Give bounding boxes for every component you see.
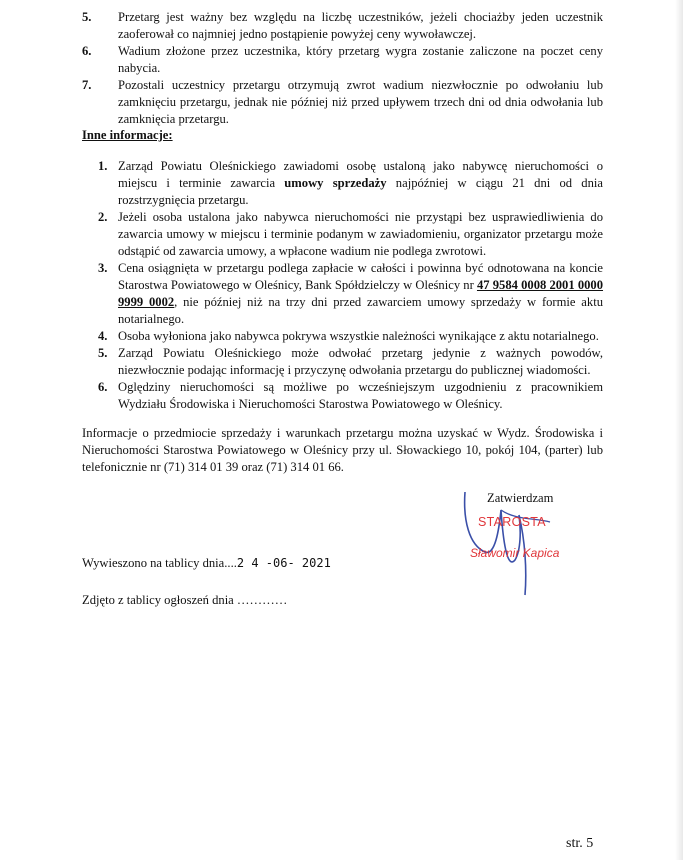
- item-number: 4.: [98, 329, 108, 343]
- list-item: [98, 328, 603, 345]
- removed-date-line: Zdjęto z tablicy ogłoszeń dnia …………: [82, 593, 288, 607]
- item-text: Zarząd Powiatu Oleśnickiego zawiadomi osobę ustaloną jako nabywcę nieruchomości o miejscu i terminie zawarcia: [118, 159, 603, 190]
- page-edge: [675, 0, 683, 860]
- list-item: [82, 77, 603, 128]
- item-number: 1.: [98, 159, 108, 173]
- item-text: Cena osiągnięta w przetargu podlega zapłacie w całości i powinna być odnotowana na koncie Starostwa Powiatowego w Oleśnicy, Bank Spółdzielczy w Oleśnicy nr: [118, 261, 603, 292]
- posted-date-line: [82, 555, 331, 572]
- contact-info: Informacje o przedmiocie sprzedaży i warunkach przetargu można uzyskać w Wydz. Środowiska i Nieruchomości Starostwa Powiatowego w Oleśnicy przy ul. Słowackiego 10, pokój 104, (parter) lub telefonicznie nr (71) 314 01 39 oraz (71) 314 01 66.: [82, 426, 603, 474]
- item-text: Jeżeli osoba ustalona jako nabywca nieruchomości nie przystąpi bez usprawiedliwienia do zawarcia umowy w miejscu i terminie podanym w zawiadomieniu, organizator przetargu może odstąpić od zawarcia umowy, a wpłacone wadium nie podlega zwrotowi.: [118, 210, 603, 258]
- item-number: 2.: [98, 210, 108, 224]
- other-info-heading: Inne informacje:: [82, 128, 173, 142]
- item-number: 7.: [82, 78, 92, 92]
- bank-account-number: 47 9584 0008 2001 0000 9999 0002: [118, 278, 604, 309]
- conditions-list: [82, 9, 603, 128]
- list-item: [98, 209, 603, 260]
- item-text: najpóźniej w ciągu 21 dni od dnia rozstrzygnięcia przetargu.: [118, 176, 603, 207]
- list-item: [82, 9, 603, 43]
- list-item: [98, 345, 603, 379]
- list-item: [98, 260, 603, 328]
- item-text: Pozostali uczestnicy przetargu otrzymują zwrot wadium niezwłocznie po odwołaniu lub zamknięciu przetargu, jednak nie później niż przed upływem trzech dni od dnia odwołania lub zamknięcia przetargu.: [118, 78, 603, 126]
- approval-label: Zatwierdzam: [487, 491, 554, 505]
- item-text: Przetarg jest ważny bez względu na liczbę uczestników, jeżeli chociażby jeden uczestnik zaoferował co najmniej jedno postąpienie powyżej ceny wywoławczej.: [118, 10, 603, 41]
- item-number: 5.: [98, 346, 108, 360]
- item-number: 6.: [82, 44, 92, 58]
- official-stamp-name: Sławomir Kapica: [470, 546, 560, 560]
- item-number: 5.: [82, 10, 92, 24]
- list-item: [98, 379, 603, 413]
- list-item: [98, 158, 603, 209]
- item-text: Oględziny nieruchomości są możliwe po wcześniejszym uzgodnieniu z pracownikiem Wydziału Środowiska i Nieruchomości Starostwa Powiatowego w Oleśnicy.: [118, 380, 603, 411]
- posted-date: 2 4 -06- 2021: [236, 556, 331, 570]
- posted-label: Wywieszono na tablicy dnia....: [82, 556, 237, 570]
- item-number: 6.: [98, 380, 108, 394]
- item-text: Osoba wyłoniona jako nabywca pokrywa wszystkie należności wynikające z aktu notarialnego.: [118, 329, 599, 343]
- official-stamp-title: STAROSTA: [478, 515, 546, 529]
- item-text-bold: umowy sprzedaży: [284, 176, 387, 190]
- item-text: Zarząd Powiatu Oleśnickiego może odwołać przetarg jedynie z ważnych powodów, niezwłocznie podając informację i przyczynę odwołania przetargu do publicznej wiadomości.: [118, 346, 603, 377]
- page-number: str. 5: [566, 836, 594, 851]
- item-text: , nie później niż na trzy dni przed zawarciem umowy sprzedaży w formie aktu notarialnego.: [118, 295, 603, 326]
- list-item: [82, 43, 603, 77]
- other-info-list: [98, 158, 603, 413]
- item-number: 3.: [98, 261, 108, 275]
- item-text: Wadium złożone przez uczestnika, który przetarg wygra zostanie zaliczone na poczet ceny nabycia.: [118, 44, 603, 75]
